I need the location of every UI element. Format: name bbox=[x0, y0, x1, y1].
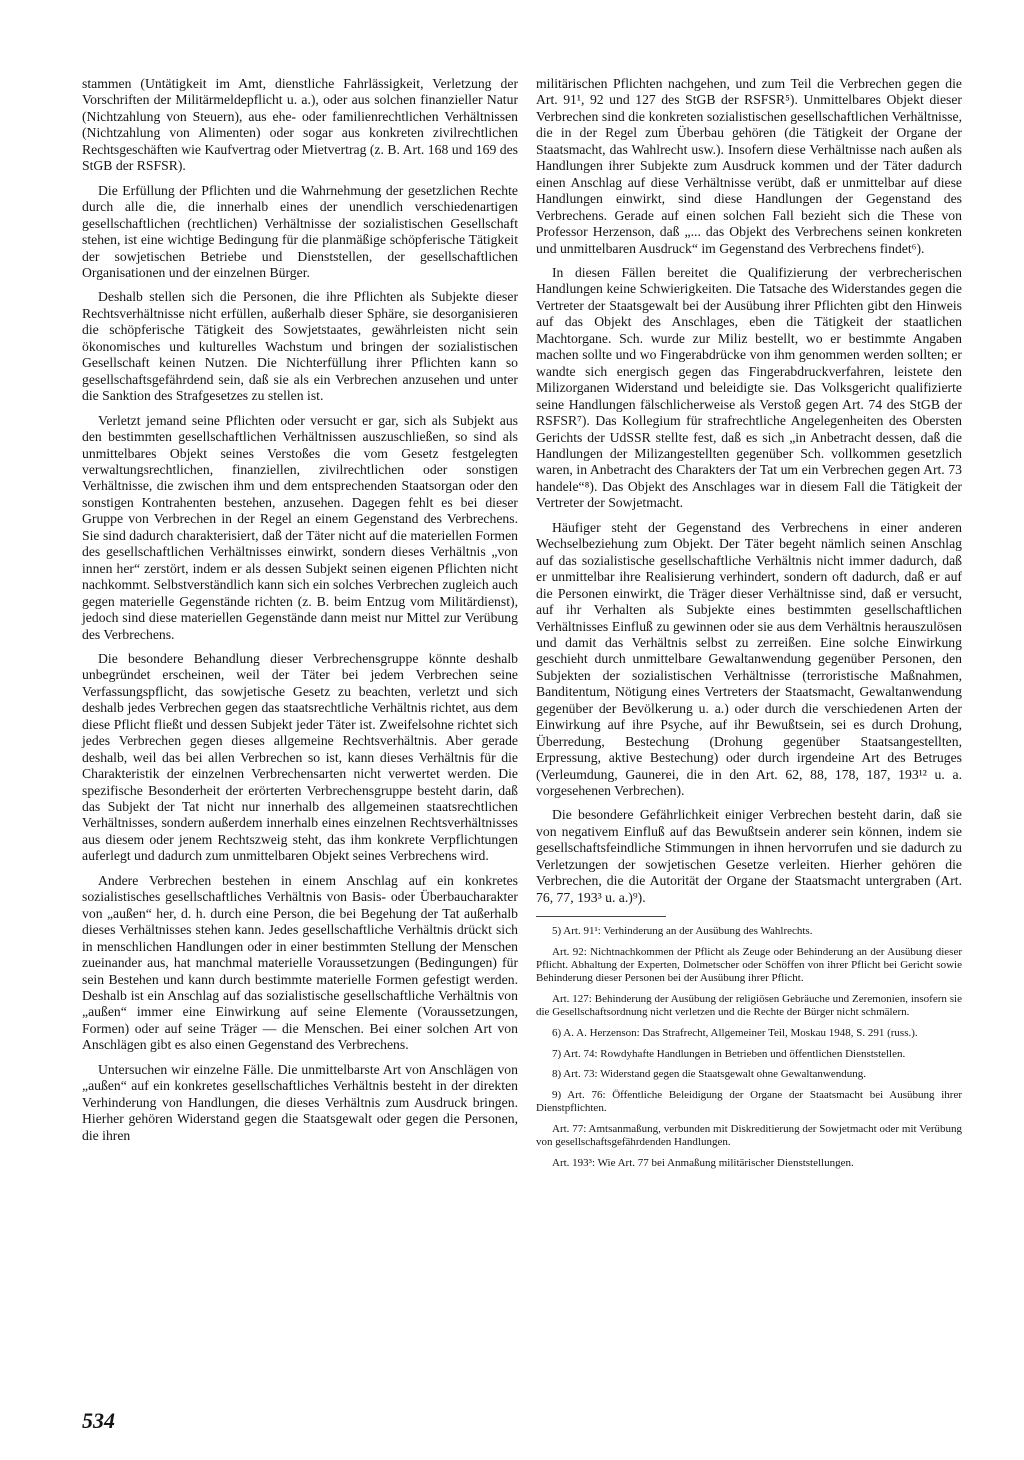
footnote: 9) Art. 76: Öffentliche Beleidigung der Organe der Staatsmacht bei Ausübung ihrer Dienstpflichten. bbox=[536, 1089, 962, 1115]
paragraph: Deshalb stellen sich die Personen, die ihre Pflichten als Subjekte dieser Rechtsverhältnisse nicht erfüllen, außerhalb dieser Sphäre, sie desorganisieren die schöpferische Tätigkeit des Sowjetstaates, gewährleisten nicht sein ökonomisches und kulturelles Wachstum und bringen der sozialistischen Gesellschaft keinen Nutzen. Die Nichterfüllung ihrer Pflichten kann so gesellschaftsgefährdend sein, daß sie als ein Verbrechen anzusehen und unter die Sanktion des Strafgesetzes zu stellen ist. bbox=[82, 289, 518, 404]
paragraph: Untersuchen wir einzelne Fälle. Die unmittelbarste Art von Anschlägen von „außen“ auf ein konkretes gesellschaftliches Verhältnis besteht in der direkten Verhinderung von Handlungen, die dieses Verhältnis zum Ausdruck bringen. Hierher gehören Widerstand gegen die Staatsgewalt oder gegen die Personen, die ihren bbox=[82, 1061, 518, 1143]
footnote-separator bbox=[536, 916, 666, 917]
footnote: 8) Art. 73: Widerstand gegen die Staatsgewalt ohne Gewaltanwendung. bbox=[552, 1068, 866, 1081]
page-number: 534 bbox=[82, 1408, 115, 1433]
paragraph: Häufiger steht der Gegenstand des Verbrechens in einer anderen Wechselbeziehung zum Objekt. Der Täter begeht nämlich seinen Anschlag auf das sozialistische gesellschaftliche Verhältnis nicht immer dadurch, daß er unmittelbar ihre Realisierung verhindert, sondern oft dadurch, daß er auf die Personen einwirkt, die Träger dieser Verhältnisse sind, daß er versucht, auf ihr Verhalten als Subjekte eines bestimmten gesellschaftlichen Verhältnisses Einfluß zu gewinnen oder sie aus dem Verhältnis herauszulösen und damit das Verhältnis selbst zu zerreißen. Eine solche Einwirkung geschieht durch unmittelbare Gewaltanwendung gegenüber Personen, den Subjekten der sozialistischen Verhältnisse (terroristische Maßnahmen, Banditentum, Nötigung eines Vertreters der Staatsmacht, Gewaltanwendung gegenüber der Bevölkerung u. a.) oder durch die verschiedenen Arten der Einwirkung auf ihre Psyche, auf ihr Bewußtsein, sei es durch Drohung, Überredung, Bestechung (Drohung gegenüber Staatsangestellten, Erpressung, aktive Bestechung) oder durch irgendeine Art des Betruges (Verleumdung, Gaunerei, die in den Art. 62, 88, 178, 187, 193¹² u. a. vorgesehenen Verbrechen). bbox=[536, 519, 962, 799]
footnote: Art. 77: Amtsanmaßung, verbunden mit Diskreditierung der Sowjetmacht oder mit Verübung von gesellschaftsgefährdenden Handlungen. bbox=[536, 1123, 962, 1149]
left-text-column bbox=[82, 76, 518, 1152]
paragraph: Die Erfüllung der Pflichten und die Wahrnehmung der gesetzlichen Rechte durch alle die, die innerhalb eines der unendlich verschiedenartigen gesellschaftlichen (rechtlichen) Verhältnisse der sozialistischen Gesellschaft stehen, ist eine wichtige Bedingung für die planmäßige schöpferische Tätigkeit der sowjetischen Betriebe und Dienststellen, der gesellschaftlichen Organisationen und der einzelnen Bürger. bbox=[82, 182, 518, 280]
footnote: Art. 127: Behinderung der Ausübung der religiösen Gebräuche und Zeremonien, insofern sie die Gesellschaftsordnung nicht verletzen und die Rechte der Bürger nicht schmälern. bbox=[536, 992, 962, 1018]
paragraph: Verletzt jemand seine Pflichten oder versucht er gar, sich als Subjekt aus den bestimmten gesellschaftlichen Verhältnissen auszuschließen, so sind als unmittelbares Objekt seines Verstoßes die vom Gesetz festgelegten verwaltungsrechtlichen, finanziellen, zivilrechtlichen oder sonstigen Verhältnisse, die zwischen ihm und dem entsprechenden Staatsorgan oder den sonstigen Kontrahenten bestehen, anzusehen. Dagegen fehlt es bei dieser Gruppe von Verbrechen in der Regel an einem Gegenstand des Verbrechens. Sie sind dadurch charakterisiert, daß der Täter nicht auf die materiellen Formen des gesellschaftlichen Verhältnisses einwirkt, sondern dieses Verhältnis „von innen her“ zerstört, indem er als dessen Subjekt seinen eigenen Pflichten nicht nachkommt. Selbstverständlich kann sich ein solches Verbrechen zugleich auch gegen materielle Gegenstände richten (z. B. beim Entzug vom Militärdienst), jedoch sind diese materiellen Gegenstände dann meist nur Mittel zur Verübung des Verbrechens. bbox=[82, 412, 518, 642]
paragraph: In diesen Fällen bereitet die Qualifizierung der verbrecherischen Handlungen keine Schwierigkeiten. Die Tatsache des Widerstandes gegen die Vertreter der Staatsgewalt bei der Ausübung ihrer Pflichten gibt den Hinweis auf das Objekt des Anschlages, eben die Tätigkeit der staatlichen Machtorgane. Sch. wurde zur Miliz bestellt, wo er bestimmte Angaben machen sollte und wo Fingerabdrücke von ihm genommen werden sollten; er wandte sich energisch gegen das Fingerabdruckverfahren, leistete den Milizorganen Widerstand und beleidigte sie. Das Volksgericht qualifizierte seine Handlungen fälschlicherweise als Verstoß gegen Art. 74 des StGB der RSFSR⁷). Das Kollegium für strafrechtliche Angelegenheiten des Obersten Gerichts der UdSSR stellte fest, daß es sich „in Anbetracht dessen, daß die Handlungen der Milizangestellten gegenüber Sch. vollkommen gesetzlich waren, in Anbetracht des Charakters der Tat um ein Verbrechen gegen Art. 73 handele“⁸). Das Objekt des Anschlages war in diesem Fall die Tätigkeit der Vertreter der Sowjetmacht. bbox=[536, 264, 962, 511]
footnote: Art. 193³: Wie Art. 77 bei Anmaßung militärischer Dienststellungen. bbox=[552, 1156, 854, 1169]
footnote: Art. 92: Nichtnachkommen der Pflicht als Zeuge oder Behinderung an der Ausübung dieser Pflicht. Abhaltung der Experten, Dolmetscher oder Schöffen von ihrer Pflicht bei Gericht sowie Behinderung dieser Personen bei der Ausübung ihrer Pflicht. bbox=[536, 946, 962, 984]
paragraph: militärischen Pflichten nachgehen, und zum Teil die Verbrechen gegen die Art. 91¹, 92 und 127 des StGB der RSFSR⁵). Unmittelbares Objekt dieser Verbrechen sind die konkreten sozialistischen gesellschaftlichen Verhältnisse, die in der Regel zum Überbau gehören (die Tätigkeit der Organe der Staatsmacht, das Wahlrecht usw.). Insofern diese Verhältnisse nach außen als Handlungen ihrer Subjekte zum Ausdruck kommen und der Täter dadurch einen Anschlag auf diese Verhältnisse verübt, daß er unmittelbar auf diese Handlungen einwirkt, sind diese Handlungen der Gegenstand des Verbrechens. Gerade auf einen solchen Fall bezieht sich die These von Professor Herzenson, daß „... das Objekt des Verbrechens seinen konkreten und unmittelbaren Ausdruck“ im Gegenstand des Verbrechens findet⁶). bbox=[536, 76, 962, 256]
footnote: 6) A. A. Herzenson: Das Strafrecht, Allgemeiner Teil, Moskau 1948, S. 291 (russ.). bbox=[552, 1026, 918, 1039]
paragraph: Die besondere Gefährlichkeit einiger Verbrechen besteht darin, daß sie von negativem Einfluß auf das Bewußtsein anderer sein können, indem sie gesellschaftsfeindliche Stimmungen in ihnen hervorrufen und sie dadurch zu Verletzungen der sowjetischen Gesetze verleiten. Hierher gehören die Verbrechen, die die Autorität der Organe der Staatsmacht untergraben (Art. 76, 77, 193³ u. a.)⁹). bbox=[536, 807, 962, 905]
footnote: 7) Art. 74: Rowdyhafte Handlungen in Betrieben und öffentlichen Dienststellen. bbox=[552, 1047, 906, 1060]
footnote: 5) Art. 91¹: Verhinderung an der Ausübung des Wahlrechts. bbox=[552, 925, 813, 938]
footnotes bbox=[536, 925, 962, 1170]
right-text-column bbox=[536, 76, 962, 1178]
paragraph: Andere Verbrechen bestehen in einem Anschlag auf ein konkretes sozialistisches gesellschaftliches Verhältnis von Basis- oder Überbaucharakter von „außen“ her, d. h. durch eine Person, die bei Begehung der Tat außerhalb dieses Verhältnisses stehen kann. Jedes gesellschaftliche Verhältnis drückt sich in menschlichen Handlungen oder in einer bestimmten Stellung der Menschen zueinander aus, hat manchmal materielle Voraussetzungen (Bedingungen) für sein Bestehen und kann durch bestimmte materielle Formen gefestigt werden. Deshalb ist ein Anschlag auf das sozialistische gesellschaftliche Verhältnis von „außen“ immer eine Einwirkung auf seine Elemente (Voraussetzungen, Formen) oder auf seine Träger — die Menschen. Bei einer solchen Art von Anschlägen gibt es also einen Gegenstand des Verbrechens. bbox=[82, 872, 518, 1053]
paragraph: Die besondere Behandlung dieser Verbrechensgruppe könnte deshalb unbegründet erscheinen, weil der Täter bei jedem Verbrechen seine Verfassungspflicht, das sowjetische Gesetz zu beachten, verletzt und sich deshalb jedes Verbrechen gegen das staatsrechtliche Verhältnis richtet, aus dem diese Pflicht fließt und dessen Subjekt jeder Täter ist. Zweifelsohne richtet sich jedes Verbrechen gegen dieses allgemeine Rechtsverhältnis. Aber gerade deshalb, weil das bei allen Verbrechen so ist, kann dieses Verhältnis für die Charakteristik der einzelnen Verbrechensarten nicht verwertet werden. Die spezifische Besonderheit der erörterten Verbrechensgruppe besteht darin, daß das Subjekt der Tat nicht nur innerhalb des allgemeinen staatsrechtlichen Verhältnisses, sondern außerdem innerhalb eines einzelnen Rechtsverhältnisses aus diesem oder jenem Rechtszweig steht, das ihm konkrete Verpflichtungen auferlegt und dadurch zum unmittelbaren Objekt seines Verbrechens wird. bbox=[82, 650, 518, 864]
paragraph: stammen (Untätigkeit im Amt, dienstliche Fahrlässigkeit, Verletzung der Vorschriften der Militärmeldepflicht u. a.), oder aus solchen finanzieller Natur (Nichtzahlung von Steuern), aus ehe- oder familienrechtlichen Verhältnissen (Nichtzahlung von Alimenten) oder sogar aus konkreten zivilrechtlichen Rechtsgeschäften wie Kaufvertrag oder Mietvertrag (z. B. Art. 168 und 169 des StGB der RSFSR). bbox=[82, 76, 518, 174]
